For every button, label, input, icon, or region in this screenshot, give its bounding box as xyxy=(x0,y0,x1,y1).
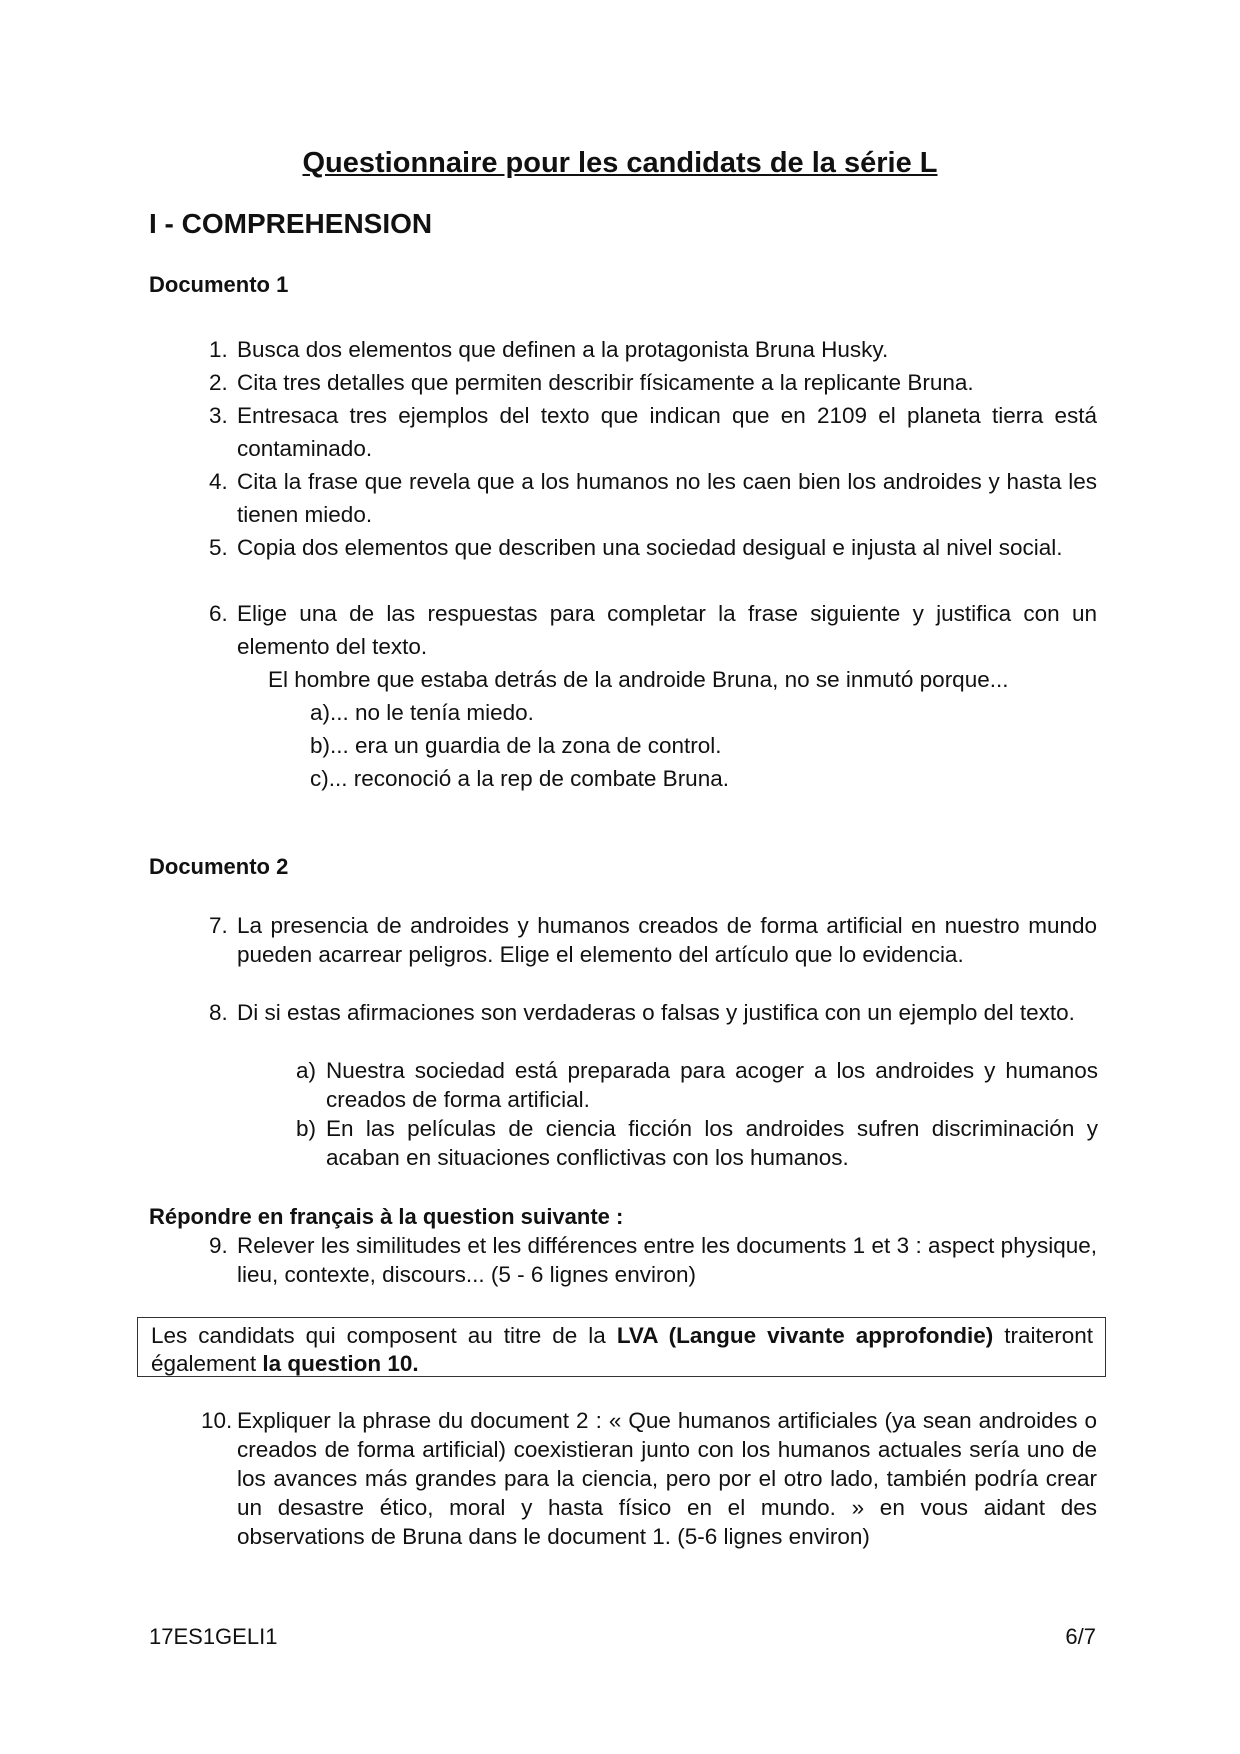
question-text: Busca dos elementos que definen a la protagonista Bruna Husky. xyxy=(237,337,889,362)
question-text: Elige una de las respuestas para completar la frase siguiente y justifica con un elemento del texto. xyxy=(237,601,1097,659)
statement-text: Nuestra sociedad está preparada para acoger a los androides y humanos creados de forma artificial. xyxy=(326,1058,1098,1112)
question-2 xyxy=(209,366,1097,399)
option-c: c)... reconoció a la rep de combate Bruna. xyxy=(310,766,729,791)
question-text: Cita la frase que revela que a los humanos no les caen bien los androides y hasta les tienen miedo. xyxy=(237,469,1097,527)
statement-b xyxy=(296,1114,1098,1172)
page-number: 6/7 xyxy=(1065,1624,1096,1649)
question-number: 2. xyxy=(209,370,228,395)
question-number: 4. xyxy=(209,469,228,494)
question-number: 7. xyxy=(209,913,228,938)
question-9 xyxy=(209,1231,1097,1289)
question-number: 8. xyxy=(209,1000,228,1025)
question-4 xyxy=(209,465,1097,531)
question-10 xyxy=(201,1406,1097,1551)
question-number: 1. xyxy=(209,337,228,362)
documento-2-heading: Documento 2 xyxy=(149,854,289,879)
question-text: Di si estas afirmaciones son verdaderas o falsas y justifica con un ejemplo del texto. xyxy=(237,1000,1075,1025)
question-number: 9. xyxy=(209,1233,228,1258)
question-7 xyxy=(209,911,1097,969)
question-text: La presencia de androides y humanos creados de forma artificial en nuestro mundo pueden acarrear peligros. Elige el elemento del artículo que lo evidencia. xyxy=(237,913,1097,967)
section-heading: I - COMPREHENSION xyxy=(149,208,433,239)
question-1 xyxy=(209,333,1097,366)
statement-label: b) xyxy=(296,1116,317,1141)
question-3 xyxy=(209,399,1097,465)
french-question-heading: Répondre en français à la question suivante : xyxy=(149,1204,624,1229)
question-number: 10. xyxy=(201,1408,233,1433)
option-a: a)... no le tenía miedo. xyxy=(310,700,534,725)
option-b: b)... era un guardia de la zona de control. xyxy=(310,733,722,758)
lva-notice-box xyxy=(137,1317,1106,1377)
lva-notice-text: traiteront également xyxy=(151,1323,1094,1376)
footer-code: 17ES1GELI1 xyxy=(149,1624,278,1649)
lva-notice-bold: la question 10. xyxy=(262,1351,419,1376)
question-5 xyxy=(209,531,1097,564)
lva-notice-bold: LVA (Langue vivante approfondie) xyxy=(616,1323,994,1348)
page-title: Questionnaire pour les candidats de la série L xyxy=(302,147,938,179)
question-text: Cita tres detalles que permiten describir físicamente a la replicante Bruna. xyxy=(237,370,974,395)
lva-notice-text: Les candidats qui composent au titre de la xyxy=(151,1323,617,1348)
question-text: Entresaca tres ejemplos del texto que indican que en 2109 el planeta tierra está contaminado. xyxy=(237,403,1097,461)
question-8 xyxy=(209,998,1097,1027)
statement-label: a) xyxy=(296,1058,317,1083)
question-text: Expliquer la phrase du document 2 : « Que humanos artificiales (ya sean androides o creados de forma artificial) coexistieran junto con los humanos actuales sería uno de los avances más grandes para la ciencia, pero por el otro lado, también podría crear un desastre ético, moral y hasta físico en el mundo. » en vous aidant des observations de Bruna dans le document 1. (5-6 lignes environ) xyxy=(237,1408,1097,1549)
documento-1-heading: Documento 1 xyxy=(149,272,289,297)
question-number: 6. xyxy=(209,601,228,626)
completion-sentence: El hombre que estaba detrás de la androide Bruna, no se inmutó porque... xyxy=(268,667,1009,692)
question-6 xyxy=(209,597,1097,663)
question-number: 5. xyxy=(209,535,228,560)
question-text: Relever les similitudes et les différences entre les documents 1 et 3 : aspect physique, lieu, contexte, discours... (5 - 6 lignes environ) xyxy=(237,1233,1097,1287)
statement-a xyxy=(296,1056,1098,1114)
question-number: 3. xyxy=(209,403,228,428)
question-text: Copia dos elementos que describen una sociedad desigual e injusta al nivel social. xyxy=(237,535,1063,560)
statement-text: En las películas de ciencia ficción los androides sufren discriminación y acaban en situaciones conflictivas con los humanos. xyxy=(326,1116,1098,1170)
